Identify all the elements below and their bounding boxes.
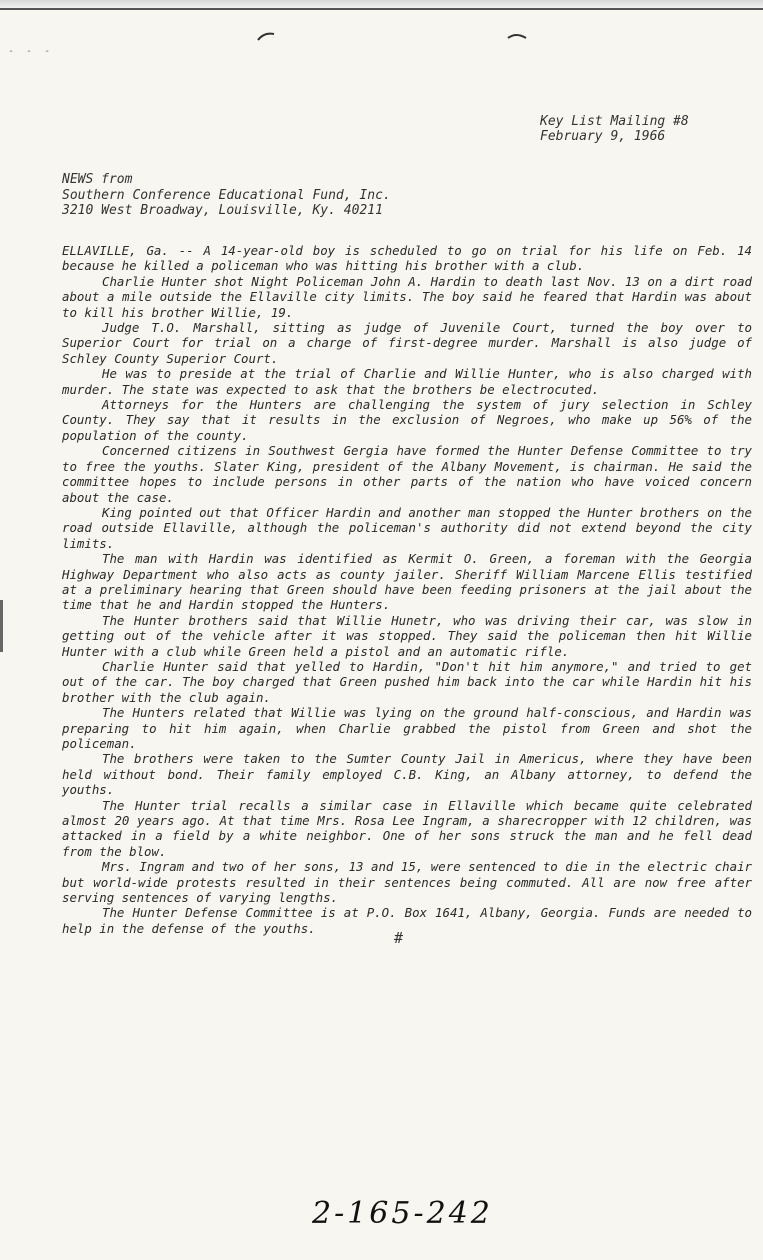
article-paragraph: The Hunter trial recalls a similar case in Ellaville which became quite celebrated almost 20 years ago. At that time Mrs. Rosa Lee Ingram, a sharecropper with 12 children, was attacked in a field by a white neighbor. One of her sons struck the man and he fell dead from the blow. [62, 797, 752, 859]
news-from-label: NEWS from [62, 172, 133, 187]
article-paragraph: He was to preside at the trial of Charlie and Willie Hunter, who is also charged with murder. The state was expected to ask that the brothers be electrocuted. [62, 366, 752, 397]
article-paragraph: The Hunters related that Willie was lying on the ground half-conscious, and Hardin was preparing to hit him again, when Charlie grabbed the pistol from Green and shot the policeman. [62, 705, 752, 751]
article-paragraph: Concerned citizens in Southwest Gergia have formed the Hunter Defense Committee to try to free the youths. Slater King, president of the Albany Movement, is chairman. He said the committee hopes to include persons in other parts of the nation who have voiced concern about the case. [62, 443, 752, 505]
organization-address: 3210 West Broadway, Louisville, Ky. 40211 [62, 203, 383, 218]
page-top-edge [0, 0, 763, 10]
article-paragraph: Mrs. Ingram and two of her sons, 13 and 15, were sentenced to die in the electric chair but world-wide protests resulted in their sentences being commuted. All are now free after serving sentences of varying lengths. [62, 859, 752, 906]
mailing-label: Key List Mailing #8 [540, 114, 689, 129]
article-paragraph: Charlie Hunter shot Night Policeman John A. Hardin to death last Nov. 13 on a dirt road about a mile outside the Ellaville city limits. The boy said he feared that Hardin was about to kill his brother Willie, 19. [62, 273, 752, 320]
article-paragraph: The brothers were taken to the Sumter County Jail in Americus, where they have been held without bond. Their family employed C.B. King, an Albany attorney, to defend the youths. [62, 751, 752, 798]
source-block [62, 172, 391, 219]
memo-date: February 9, 1966 [540, 129, 666, 144]
article-paragraph: Charlie Hunter said that yelled to Hardin, "Don't hit him anymore," and tried to get out of the car. The boy charged that Green pushed him back into the car while Hardin hit his brother with the club again. [62, 658, 752, 705]
left-edge-mark [0, 600, 3, 652]
margin-dash-mark: - - - [8, 46, 54, 57]
handwritten-file-number: 2-165-242 [312, 1196, 493, 1231]
memo-header [540, 114, 689, 144]
punch-hole-mark [256, 30, 278, 42]
punch-hole-mark [506, 30, 528, 42]
organization-name: Southern Conference Educational Fund, Inc. [62, 187, 391, 203]
article-paragraph: ELLAVILLE, Ga. -- A 14-year-old boy is scheduled to go on trial for his life on Feb. 14 because he killed a policeman who was hitting his brother with a club. [62, 243, 752, 274]
article-paragraph: King pointed out that Officer Hardin and another man stopped the Hunter brothers on the road outside Ellaville, although the policeman's authority did not extend beyond the city limits. [62, 504, 752, 551]
article-paragraph: Attorneys for the Hunters are challenging the system of jury selection in Schley County. They say that it results in the exclusion of Negroes, who make up 56% of the population of the county. [62, 397, 752, 443]
news-article [62, 243, 752, 936]
end-mark: # [394, 929, 404, 947]
article-paragraph: The man with Hardin was identified as Kermit O. Green, a foreman with the Georgia Highway Department who also acts as county jailer. Sheriff William Marcene Ellis testified at a preliminary hearing that Green should have been feeding prisoners at the jail about the time that he and Hardin stopped the Hunters. [62, 551, 752, 613]
article-paragraph: The Hunter Defense Committee is at P.O. Box 1641, Albany, Georgia. Funds are needed to help in the defense of the youths. [62, 905, 752, 936]
article-paragraph: Judge T.O. Marshall, sitting as judge of Juvenile Court, turned the boy over to Superior Court for trial on a charge of first-degree murder. Marshall is also judge of Schley County Superior Court. [62, 320, 752, 366]
article-paragraph: The Hunter brothers said that Willie Hunetr, who was driving their car, was slow in getting out of the vehicle after it was stopped. They said the policeman then hit Willie Hunter with a club while Green held a pistol and an automatic rifle. [62, 612, 752, 659]
